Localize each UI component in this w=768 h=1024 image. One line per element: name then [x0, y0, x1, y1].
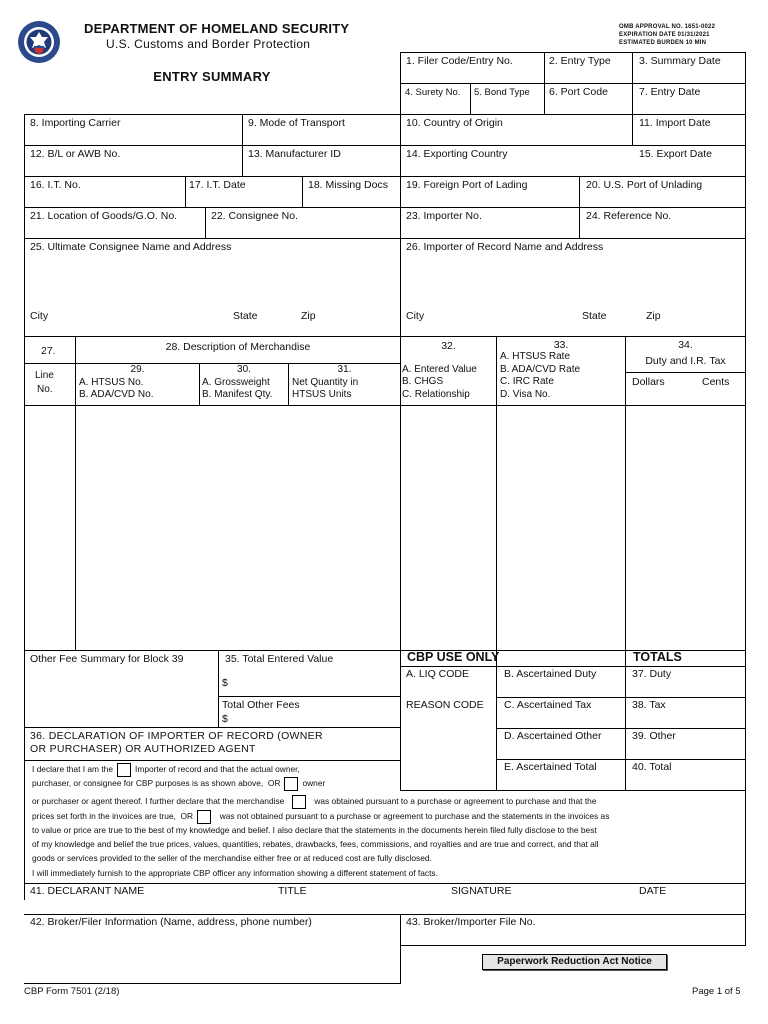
col-no-header: No.: [37, 384, 53, 395]
col-30-grossweight: A. Grossweight: [202, 377, 270, 388]
box-12-bl-awb-no: 12. B/L or AWB No.: [30, 148, 121, 160]
box-38-tax: 38. Tax: [632, 699, 666, 711]
col-30-number: 30.: [237, 364, 251, 375]
paperwork-reduction-act-button[interactable]: Paperwork Reduction Act Notice: [482, 954, 667, 970]
col-30-manifest-qty: B. Manifest Qty.: [202, 389, 273, 400]
box-39-other: 39. Other: [632, 730, 676, 742]
box-2-entry-type: 2. Entry Type: [549, 55, 611, 67]
col-33-ada-cvd-rate: B. ADA/CVD Rate: [500, 364, 581, 375]
box-5-bond-type: 5. Bond Type: [474, 87, 530, 98]
total-other-fees: Total Other Fees: [222, 699, 300, 711]
box-35-dollar-sign: $: [222, 677, 228, 689]
box-17-it-date: 17. I.T. Date: [189, 179, 246, 191]
form-title: ENTRY SUMMARY: [153, 69, 271, 84]
box-3-summary-date: 3. Summary Date: [639, 55, 721, 67]
ascertained-duty: B. Ascertained Duty: [504, 668, 597, 680]
totals-heading: TOTALS: [633, 650, 682, 664]
box-20-us-port-unlading: 20. U.S. Port of Unlading: [586, 179, 703, 191]
agency-name: DEPARTMENT OF HOMELAND SECURITY: [84, 21, 350, 36]
box-10-country-of-origin: 10. Country of Origin: [406, 117, 503, 129]
declaration-line-7: goods or services provided to the seller of the merchandise either free or at reduced cost are fully disclosed.: [32, 853, 432, 863]
col-34-dollars: Dollars: [632, 376, 665, 388]
box-40-total: 40. Total: [632, 761, 672, 773]
box-36-declaration-heading-1: 36. DECLARATION OF IMPORTER OF RECORD (OWNER: [30, 730, 323, 742]
col-27-header: 27.: [41, 345, 56, 357]
declaration-line-1: I declare that I am the Importer of record and that the actual owner,: [32, 763, 300, 777]
declaration-line-5: to value or price are true to the best of my knowledge and belief. I also declare that the statements in the documents herein filed fully disclose to the best: [32, 825, 597, 835]
col-33-number: 33.: [553, 339, 569, 351]
merchandise-obtained-checkbox[interactable]: [292, 795, 306, 809]
col-34-cents: Cents: [702, 376, 730, 388]
omb-burden: ESTIMATED BURDEN 10 MIN: [619, 40, 707, 46]
declaration-line-2: purchaser, or consignee for CBP purposes is as shown above, OR owner: [32, 777, 325, 791]
declaration-line-8: I will immediately furnish to the appropriate CBP officer any information showing a different statement of facts.: [32, 868, 438, 878]
page-indicator: Page 1 of 5: [692, 986, 741, 997]
box-19-foreign-port-lading: 19. Foreign Port of Lading: [406, 179, 528, 191]
declaration-line-6: of my knowledge and belief the true prices, values, quantities, rebates, drawbacks, fees, commissions, and royalties and are true and correct, and that all: [32, 839, 599, 849]
col-28-header: 28. Description of Merchandise: [165, 341, 311, 353]
box-25-ultimate-consignee: 25. Ultimate Consignee Name and Address: [30, 241, 232, 253]
declarant-signature: SIGNATURE: [451, 885, 512, 897]
col-34-duty-ir-tax: Duty and I.R. Tax: [645, 355, 726, 367]
col-32-chgs: B. CHGS: [402, 376, 444, 387]
box-35-total-entered-value: 35. Total Entered Value: [225, 653, 334, 665]
declarant-title: TITLE: [278, 885, 307, 897]
box-37-duty: 37. Duty: [632, 668, 672, 680]
form-number: CBP Form 7501 (2/18): [24, 986, 120, 997]
col-32-relationship: C. Relationship: [402, 389, 470, 400]
col-32-number: 32.: [441, 340, 456, 352]
box-4-surety-no: 4. Surety No.: [405, 87, 461, 98]
box-11-import-date: 11. Import Date: [639, 117, 711, 129]
col-31-number: 31.: [337, 364, 352, 375]
col-33-irc-rate: C. IRC Rate: [500, 376, 554, 387]
box-41-declarant-name: 41. DECLARANT NAME: [30, 885, 145, 897]
box-13-manufacturer-id: 13. Manufacturer ID: [248, 148, 341, 160]
owner-purchaser-checkbox[interactable]: [284, 777, 298, 791]
col-line-header: Line: [35, 370, 54, 381]
box-9-mode-of-transport: 9. Mode of Transport: [248, 117, 345, 129]
box-25-city: City: [30, 310, 49, 322]
box-42-broker-filer-info: 42. Broker/Filer Information (Name, address, phone number): [30, 916, 312, 928]
sub-agency-name: U.S. Customs and Border Protection: [106, 37, 311, 51]
box-25-zip: Zip: [301, 310, 316, 322]
box-26-importer-of-record: 26. Importer of Record Name and Address: [406, 241, 604, 253]
col-31-net-quantity: Net Quantity in: [292, 377, 359, 388]
col-34-number: 34.: [678, 339, 693, 351]
declaration-line-4: prices set forth in the invoices are true, OR was not obtained pursuant to a purchase or agreement to purchase and the statements in the invoices as: [32, 810, 609, 824]
box-23-importer-no: 23. Importer No.: [406, 210, 482, 222]
col-29-htsus-no: A. HTSUS No.: [79, 377, 144, 388]
box-26-city: City: [406, 310, 425, 322]
ascertained-tax: C. Ascertained Tax: [504, 699, 592, 711]
box-18-missing-docs: 18. Missing Docs: [308, 179, 388, 191]
merchandise-not-obtained-checkbox[interactable]: [197, 810, 211, 824]
dhs-seal-logo: [17, 20, 61, 64]
box-1-filer-code: 1. Filer Code/Entry No.: [406, 55, 513, 67]
col-33-visa-no: D. Visa No.: [500, 389, 551, 400]
other-fee-summary: Other Fee Summary for Block 39: [30, 653, 184, 665]
liq-code: A. LIQ CODE: [406, 668, 470, 680]
box-8-importing-carrier: 8. Importing Carrier: [30, 117, 121, 129]
box-24-reference-no: 24. Reference No.: [586, 210, 672, 222]
col-29-number: 29.: [130, 364, 145, 375]
box-6-port-code: 6. Port Code: [549, 86, 608, 98]
box-15-export-date: 15. Export Date: [639, 148, 712, 160]
declarant-date: DATE: [639, 885, 667, 897]
box-36-declaration-heading-2: OR PURCHASER) OR AUTHORIZED AGENT: [30, 743, 256, 755]
col-29-ada-cvd-no: B. ADA/CVD No.: [79, 389, 154, 400]
importer-of-record-checkbox[interactable]: [117, 763, 131, 777]
col-32-entered-value: A. Entered Value: [402, 364, 477, 375]
omb-expiration: EXPIRATION DATE 01/31/2021: [619, 32, 710, 38]
total-other-fees-dollar-sign: $: [222, 713, 228, 725]
col-33-htsus-rate: A. HTSUS Rate: [500, 351, 571, 362]
ascertained-other: D. Ascertained Other: [504, 730, 602, 742]
reason-code: REASON CODE: [406, 699, 484, 711]
omb-approval: OMB APPROVAL NO. 1651-0022: [619, 24, 716, 30]
box-43-broker-importer-file-no: 43. Broker/Importer File No.: [406, 916, 536, 928]
ascertained-total: E. Ascertained Total: [504, 761, 597, 773]
box-25-state: State: [233, 310, 258, 322]
box-14-exporting-country: 14. Exporting Country: [406, 148, 508, 160]
box-7-entry-date: 7. Entry Date: [639, 86, 701, 98]
box-21-location-of-goods: 21. Location of Goods/G.O. No.: [30, 210, 178, 222]
declaration-line-3: or purchaser or agent thereof. I further declare that the merchandise was obtained pursuant to a purchase or agreement to purchase and that the: [32, 795, 596, 809]
box-22-consignee-no: 22. Consignee No.: [211, 210, 298, 222]
cbp-use-only-heading: CBP USE ONLY: [407, 650, 500, 664]
box-16-it-no: 16. I.T. No.: [30, 179, 81, 191]
box-26-state: State: [582, 310, 607, 322]
box-26-zip: Zip: [646, 310, 661, 322]
col-31-htsus-units: HTSUS Units: [292, 389, 352, 400]
